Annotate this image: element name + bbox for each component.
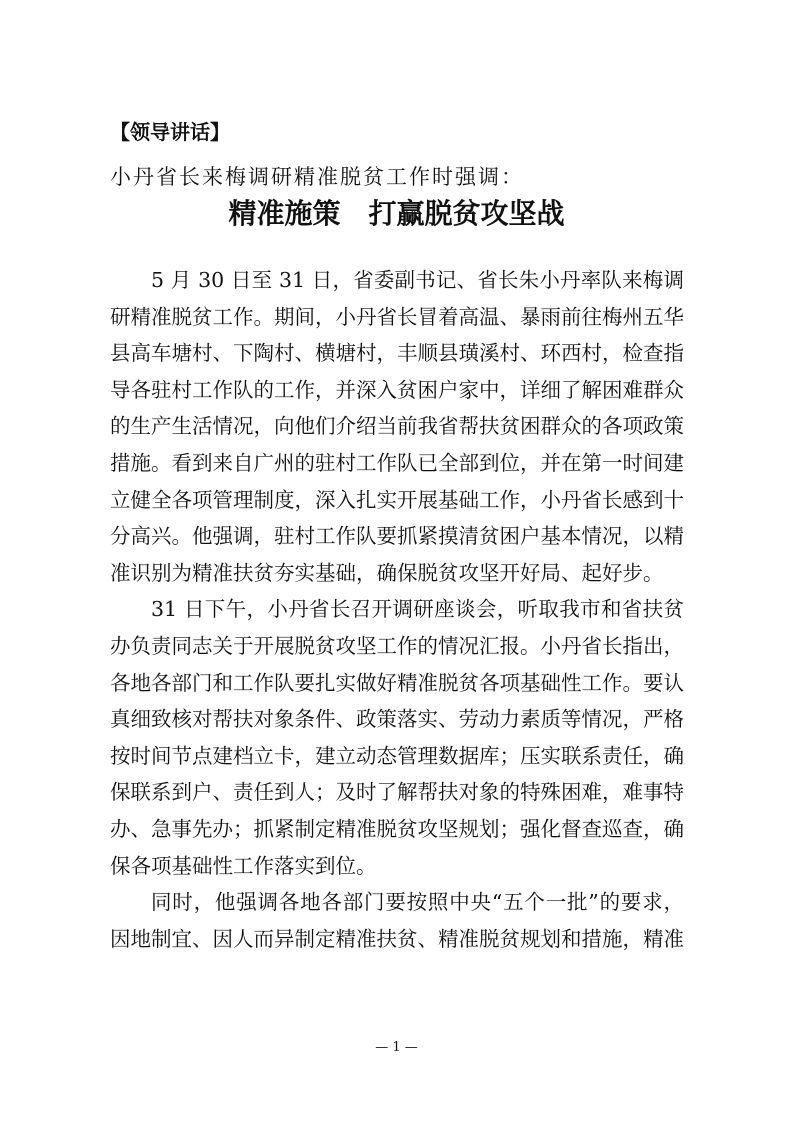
page-number: — 1 — xyxy=(375,1040,418,1055)
paragraph: 31 日下午，小丹省长召开调研座谈会，听取我市和省扶贫办负责同志关于开展脱贫攻坚工作的情况汇报。小丹省长指出，各地各部门和工作队要扎实做好精准脱贫各项基础性工作。要认真细致核对帮扶对象条件、政策落实、劳动力素质等情况，严格按时间节点建档立卡，建立动态管理数据库；压实联系责任，确保联系到户、责任到人；及时了解帮扶对象的特殊困难，难事特办、急事先办；抓紧制定精准脱贫攻坚规划；强化督查巡查，确保各项基础性工作落实到位。 xyxy=(110,597,684,878)
paragraph: 同时，他强调各地各部门要按照中央“五个一批”的要求，因地制宜、因人而异制定精准扶贫、精准脱贫规划和措施，精准 xyxy=(110,890,684,951)
section-tag: 【领导讲话】 xyxy=(110,120,230,144)
article-subtitle: 小丹省长来梅调研精准脱贫工作时强调： xyxy=(110,165,524,189)
article-body xyxy=(110,262,684,957)
paragraph: 5 月 30 日至 31 日，省委副书记、省长朱小丹率队来梅调研精准脱贫工作。期间，小丹省长冒着高温、暴雨前往梅州五华县高车塘村、下陶村、横塘村，丰顺县璜溪村、环西村，检查指导各驻村工作队的工作，并深入贫困户家中，详细了解困难群众的生产生活情况，向他们介绍当前我省帮扶贫困群众的各项政策措施。看到来自广州的驻村工作队已全部到位，并在第一时间建立健全各项管理制度，深入扎实开展基础工作，小丹省长感到十分高兴。他强调，驻村工作队要抓紧摸清贫困户基本情况，以精准识别为精准扶贫夯实基础，确保脱贫攻坚开好局、起好步。 xyxy=(110,268,684,585)
article-headline: 精准施策 打赢脱贫攻坚战 xyxy=(228,197,565,230)
